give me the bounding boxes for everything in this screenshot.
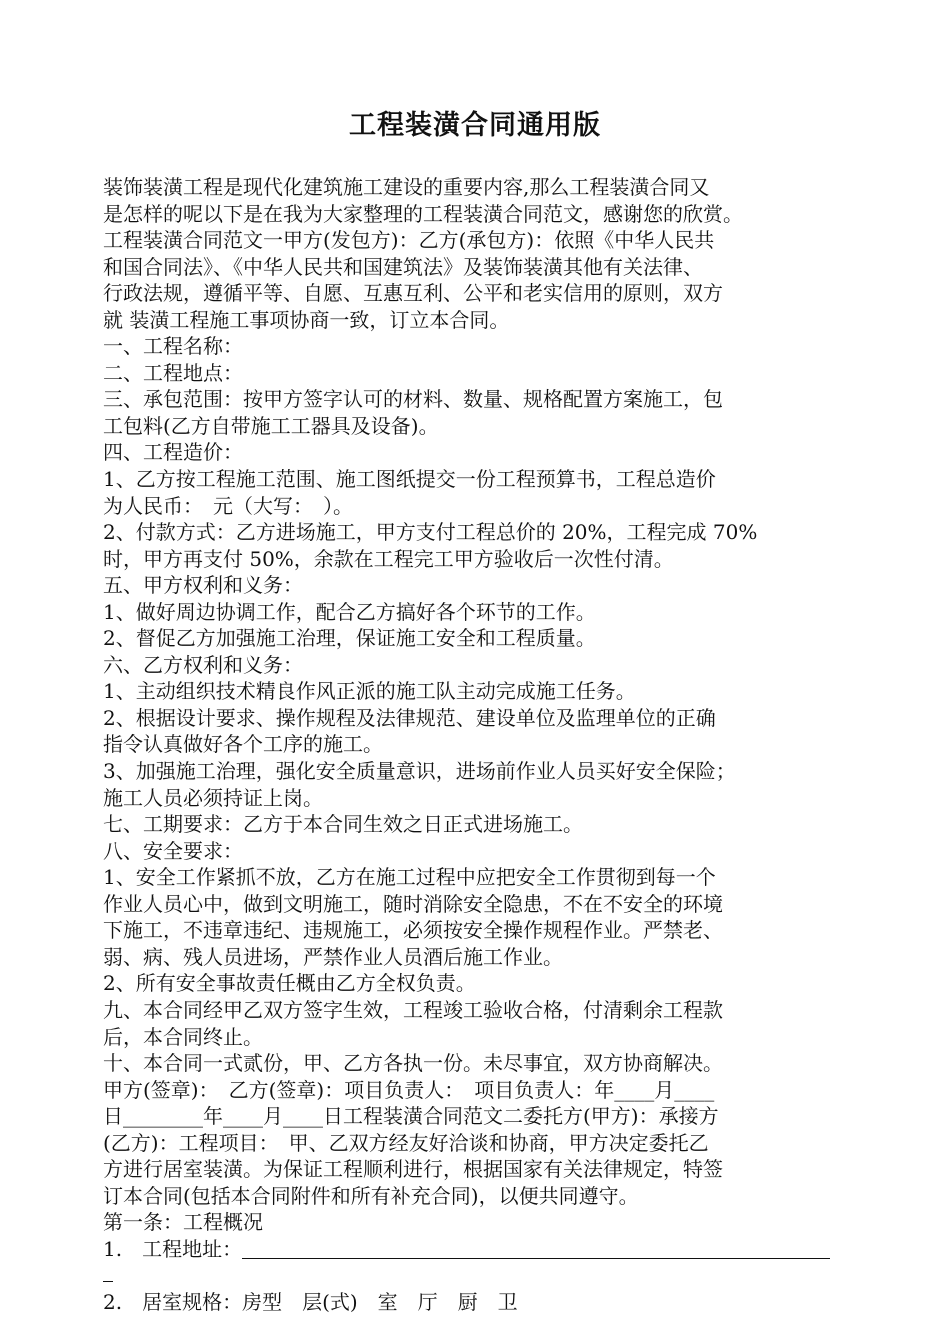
address-label: 1. 工程地址： [103, 1236, 243, 1261]
text-line: 三、承包范围：按甲方签字认可的材料、数量、规格配置方案施工，包 [103, 387, 723, 412]
text-line: 和国合同法》、《中华人民共和国建筑法》及装饰装潢其他有关法律、 [103, 254, 703, 279]
text-line: 行政法规，遵循平等、自愿、互惠互利、公平和老实信用的原则，双方 [103, 281, 723, 306]
section-heading: 第一条：工程概况 [103, 1210, 263, 1235]
text-line: 十、本合同一式贰份，甲、乙方各执一份。未尽事宜，双方协商解决。 [103, 1051, 723, 1076]
section-heading: 八、安全要求： [103, 838, 243, 863]
text-line: 是怎样的呢以下是在我为大家整理的工程装潢合同范文，感谢您的欣赏。 [103, 201, 743, 226]
text-line: 指令认真做好各个工序的施工。 [103, 732, 383, 757]
text-line: 装饰装潢工程是现代化建筑施工建设的重要内容,那么工程装潢合同又 [103, 175, 710, 199]
section-heading: 四、工程造价： [103, 440, 243, 465]
text-line: 2、督促乙方加强施工治理，保证施工安全和工程质量。 [103, 626, 596, 651]
address-line [103, 1236, 853, 1263]
text-line: 1、主动组织技术精良作风正派的施工队主动完成施工任务。 [103, 679, 636, 704]
room-spec-line: 2. 居室规格：房型 层(式) 室 厅 厨 卫 [103, 1289, 518, 1314]
text-line: 1、做好周边协调工作，配合乙方搞好各个环节的工作。 [103, 599, 596, 624]
text-line: 1、安全工作紧抓不放，乙方在施工过程中应把安全工作贯彻到每一个 [103, 865, 716, 890]
text-line: (乙方)：工程项目： 甲、乙双方经友好洽谈和协商，甲方决定委托乙 [103, 1130, 709, 1155]
text-line: 施工人员必须持证上岗。 [103, 785, 323, 810]
text-line: 3、加强施工治理，强化安全质量意识，进场前作业人员买好安全保险； [103, 759, 736, 784]
text-line: 时，甲方再支付 50%，余款在工程完工甲方验收后一次性付清。 [103, 546, 674, 571]
text-line: 作业人员心中，做到文明施工，随时消除安全隐患，不在不安全的环境 [103, 891, 723, 916]
text-line: 2、所有安全事故责任概由乙方全权负责。 [103, 971, 476, 996]
text-line: 方进行居室装潢。为保证工程顺利进行，根据国家有关法律规定，特签 [103, 1157, 723, 1182]
document-title: 工程装潢合同通用版 [349, 110, 601, 141]
text-line: 2、根据设计要求、操作规程及法律规范、建设单位及监理单位的正确 [103, 705, 716, 730]
address-blank-continued [103, 1263, 113, 1282]
text-line: 工程装潢合同范文一甲方(发包方)：乙方(承包方)：依照《中华人民共 [103, 228, 715, 253]
section-heading: 六、乙方权利和义务： [103, 652, 303, 677]
blank-continuation [103, 1262, 853, 1289]
text-line: 工包料(乙方自带施工工器具及设备)。 [103, 413, 439, 438]
section-heading: 五、甲方权利和义务： [103, 573, 303, 598]
text-line: 后，本合同终止。 [103, 1024, 263, 1049]
signature-line: 甲方(签章)： 乙方(签章)：项目负责人： 项目负责人：年____月____ [103, 1077, 715, 1102]
section-heading: 二、工程地点： [103, 360, 243, 385]
section-heading: 一、工程名称： [103, 334, 243, 359]
address-blank [242, 1238, 830, 1259]
text-line: 为人民币： 元（大写： ）。 [103, 493, 353, 518]
text-line: 2、付款方式：乙方进场施工，甲方支付工程总价的 20%，工程完成 70% [103, 520, 758, 545]
text-line: 1、乙方按工程施工范围、施工图纸提交一份工程预算书，工程总造价 [103, 467, 716, 492]
text-line: 弱、病、残人员进场，严禁作业人员酒后施工作业。 [103, 944, 563, 969]
text-line: 七、工期要求：乙方于本合同生效之日正式进场施工。 [103, 812, 583, 837]
text-line: 九、本合同经甲乙双方签字生效，工程竣工验收合格，付清剩余工程款 [103, 997, 723, 1022]
text-line: 就 装潢工程施工事项协商一致，订立本合同。 [103, 307, 510, 332]
document-body [103, 174, 853, 1316]
text-line: 订本合同(包括本合同附件和所有补充合同)，以便共同遵守。 [103, 1183, 639, 1208]
text-line: 日________年____月____日工程装潢合同范文二委托方(甲方)：承接方 [103, 1104, 719, 1129]
text-line: 下施工，不违章违纪、违规施工，必须按安全操作规程作业。严禁老、 [103, 918, 723, 943]
